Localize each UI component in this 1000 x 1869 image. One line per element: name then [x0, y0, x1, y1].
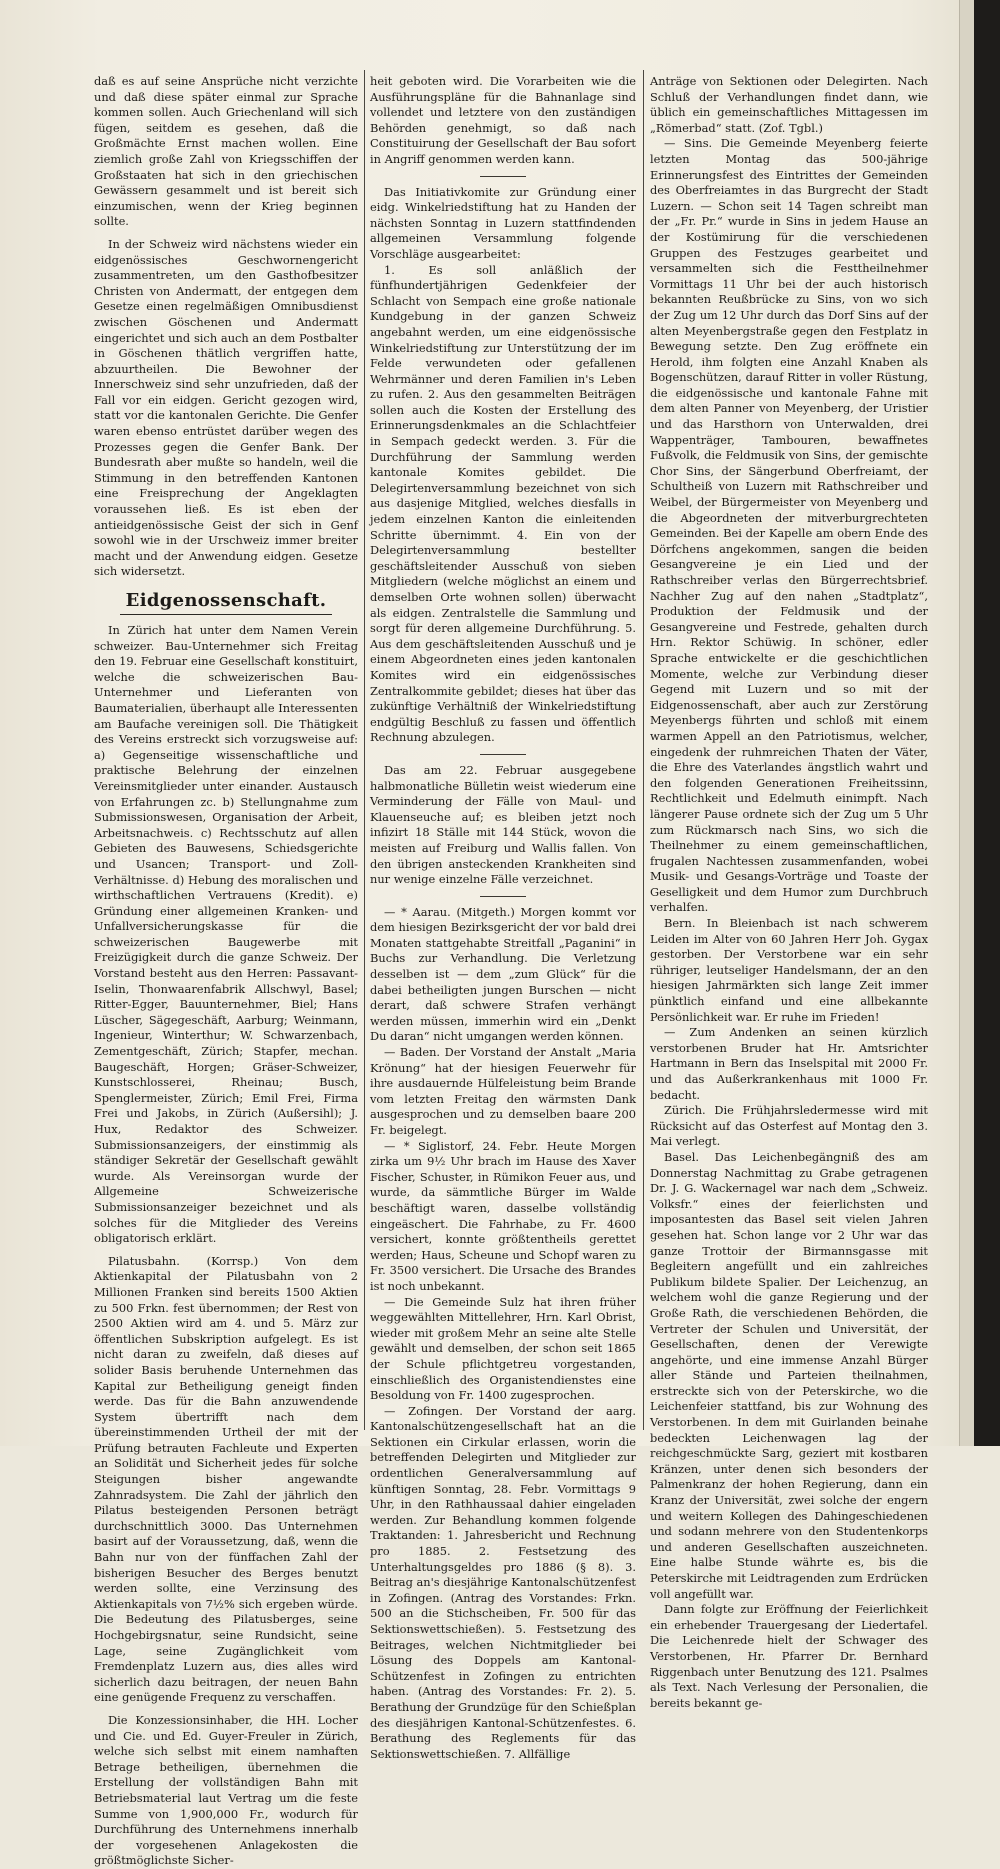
paragraph-basel-ceremony: Dann folgte zur Eröffnung der Feierlichkeit ein erhebender Trauergesang der Liedertafel. Die Leichenrede hielt der Schwager des Verstorbenen, Hr. Pfarrer Dr. Bernhard Riggenbach unter Benutzung des 121. Psalmes als Text. Nach Verlesung der Personalien, die bereits bekannt ge- — [650, 1602, 928, 1710]
paragraph-bern-donation: — Zum Andenken an seinen kürzlich verstorbenen Bruder hat Hr. Amtsrichter Hartmann in Bern das Inselspital mit 2000 Fr. und das Außerkrankenhaus mit 1000 Fr. bedacht. — [650, 1025, 928, 1102]
paragraph-aarau: — * Aarau. (Mitgeth.) Morgen kommt vor dem hiesigen Bezirksgericht der vor bald drei Monaten stattgehabte Streitfall „Paganini“ in Buchs zur Verhandlung. Die Verletzung desselben ist — dem „zum Glück“ für die dabei betheiligten jungen Burschen — nicht derart, daß schwere Strafen verhängt werden müssen, immerhin wird ein „Denkt Du daran“ nicht umgangen werden können. — [370, 904, 636, 1044]
paragraph-winkelried-proposals: 1. Es soll anläßlich der fünfhundertjährigen Gedenkfeier der Schlacht von Sempach eine große nationale Kundgebung in der ganzen Schweiz angebahnt werden, um eine eidgenössische Winkelriedstiftung zur Unterstützung der im Felde verwundeten oder gefallenen Wehrmänner und deren Familien in's Leben zu rufen. 2. Aus den gesammelten Beiträgen sollen auch die Kosten der Erstellung des Erinnerungsdenkmales an die Schlachtfeier in Sempach gedeckt werden. 3. Für die Durchführung der Sammlung werden kantonale Komites gebildet. Die Delegirtenversammlung bezeichnet von sich aus dasjenige Mitglied, welches diesfalls in jedem einzelnen Kanton die einleitenden Schritte übernimmt. 4. Ein von der Delegirtenversammlung bestellter geschäftsleitender Ausschuß von sieben Mitgliedern (welche möglichst an einem und demselben Orte wohnen sollen) überwacht als eidgen. Zentralstelle die Sammlung und sorgt für deren allgemeine Durchführung. 5. Aus dem geschäftsleitenden Ausschuß und je einem Abgeordneten eines jeden kantonalen Komites wird ein eidgenössisches Zentralkommite gebildet; dieses hat über das zukünftige Verhältniß der Winkelriedstiftung endgültig Beschluß zu fassen und öffentlich Rechnung abzulegen. — [370, 262, 636, 745]
column-rule-right — [643, 70, 644, 1430]
paragraph-sins: — Sins. Die Gemeinde Meyenberg feierte letzten Montag das 500-jährige Erinnerungsfest des Eintrittes der Gemeinden des Oberfreiamtes in das Burgrecht der Stadt Luzern. — Schon seit 14 Tagen schreibt man der „Fr. Pr.“ wurde in Sins in jedem Hause an der Kostümirung für die verschiedenen Gruppen des Festzuges gearbeitet und versammelten sich die Festtheilnehmer Vormittags 11 Uhr bei der auch historisch bekannten Reußbrücke zu Sins, von wo sich der Zug um 12 Uhr durch das Dorf Sins auf der alten Meyenbergstraße gegen den Festplatz in Bewegung setzte. Den Zug eröffnete ein Herold, ihm folgten eine Anzahl Knaben als Bogenschützen, darauf Ritter in voller Rüstung, die eidgenössische und kantonale Fahne mit dem alten Panner von Meyenberg, der Uristier und das Harsthorn von Unterwalden, drei Wappenträger, Tambouren, bewaffnetes Fußvolk, die Feldmusik von Sins, der gemischte Chor Sins, der Sängerbund Oberfreiamt, der Schultheiß von Luzern mit Rathschreiber und Weibel, der Bürgermeister von Meyenberg und die Abgeordneten der mitverburgrechteten Gemeinden. Bei der Kapelle am obern Ende des Dörfchens angekommen, sangen die beiden Gesangvereine je ein Lied und der Rathschreiber verlas den Bürgerrechtsbrief. Nachher Zug auf den nahen „Stadtplatz“, Produktion der Feldmusik und der Gesangvereine und Festrede, gehalten durch Hrn. Rektor Schüwig. In schöner, edler Sprache entwickelte er die geschichtlichen Momente, welche zur Verbindung dieser Gegend mit Luzern und so mit der Eidgenossenschaft, aber auch zur Zerstörung Meyenbergs führten und schloß mit einem warmen Appell an den Patriotismus, welcher, eingedenk der ruhmreichen Thaten der Väter, die Ehre des Vaterlandes ängstlich wahrt und den folgenden Generationen Freiheitssinn, Rechtlichkeit und Edelmuth einimpft. Nach längerer Pause ordnete sich der Zug um 5 Uhr zum Rückmarsch nach Sins, wo sich die Theilnehmer zu einem gemeinschaftlichen, frugalen Nachtessen zusammenfanden, wobei Musik- und Gesangs-Vorträge und Toaste der Geselligkeit und dem Humor zum Durchbruch verhalfen. — [650, 136, 928, 915]
paragraph-winkelried-intro: Das Initiativkomite zur Gründung einer eidg. Winkelriedstiftung hat zu Handen der nächsten Sonntag in Luzern stattfindenden allgemeinen Versammlung folgende Vorschläge ausgearbeitet: — [370, 184, 636, 261]
separator-rule — [480, 896, 526, 897]
next-page-edge — [959, 0, 974, 1446]
column-right — [650, 74, 928, 1710]
column-left — [94, 74, 358, 1868]
paragraph-pilatus-railway: Pilatusbahn. (Korrsp.) Von dem Aktienkapital der Pilatusbahn von 2 Millionen Franken sind bereits 1500 Aktien zu 500 Frkn. fest übernommen; der Rest von 2500 Aktien wird am 4. und 5. März zur öffentlichen Subskription aufgelegt. Es ist nicht daran zu zweifeln, daß dieses auf solider Basis beruhende Unternehmen das Kapital zur Betheiligung geneigt finden werde. Das für die Bahn anzuwendende System übertrifft nach dem übereinstimmenden Urtheil der mit der Prüfung betrauten Fachleute und Experten an Solidität und Sicherheit jedes für solche Steigungen bisher angewandte Zahnradsystem. Die Zahl der jährlich den Pilatus besteigenden Personen beträgt durchschnittlich 3000. Das Unternehmen basirt auf der Voraussetzung, daß, wenn die Bahn nur von der fünffachen Zahl der bisherigen Besucher des Berges benutzt werden sollte, eine Verzinsung des Aktienkapitals von 7½% sich ergeben würde. Die Bedeutung des Pilatusberges, seine Hochgebirgsnatur, seine Rundsicht, seine Lage, seine Zugänglichkeit vom Fremdenplatz Luzern aus, dies alles wird sicherlich dazu beitragen, der neuen Bahn eine genügende Frequenz zu verschaffen. — [94, 1253, 358, 1705]
paragraph-jury-court: In der Schweiz wird nächstens wieder ein eidgenössisches Geschwornengericht zusammentreten, um den Gasthofbesitzer Christen von Andermatt, der entgegen dem Gesetze einen regelmäßigen Omnibusdienst zwischen Göschenen und Andermatt eingerichtet und sich auch an dem Postbalter in Göschenen thätlich vergriffen hatte, abzuurtheilen. Die Bewohner der Innerschweiz sind sehr unzufrieden, daß der Fall vor ein eidgen. Gericht gezogen wird, statt vor die kantonalen Gerichte. Die Genfer waren ebenso entrüstet darüber wegen des Prozesses gegen die Genfer Bank. Der Bundesrath aber mußte so handeln, weil die Stimmung in den betreffenden Kantonen eine Freisprechung der Angeklagten voraussehen ließ. Es ist eben der antieidgenössische Geist der sich in Genf sowohl wie in der Urschweiz immer breiter macht und der Anwendung eidgen. Gesetze sich widersetzt. — [94, 236, 358, 579]
paragraph-cattle-disease: Das am 22. Februar ausgegebene halbmonatliche Bülletin weist wiederum eine Verminderung der Fälle von Maul- und Klauenseuche auf; es bleiben jetzt noch infizirt 18 Ställe mit 144 Stück, wovon die meisten auf Freiburg und Wallis fallen. Von den übrigen ansteckenden Krankheiten sind nur wenige einzelne Fälle verzeichnet. — [370, 762, 636, 887]
paragraph-baden: — Baden. Der Vorstand der Anstalt „Maria Krönung“ hat der hiesigen Feuerwehr für ihre ausdauernde Hülfeleistung beim Brande vom letzten Freitag den wärmsten Dank ausgesprochen und zu demselben baare 200 Fr. beigelegt. — [370, 1045, 636, 1137]
separator-rule — [480, 754, 526, 755]
paragraph-zofingen-continued: Anträge von Sektionen oder Delegirten. Nach Schluß der Verhandlungen findet dann, wie üblich ein gemeinschaftliches Mittagessen im „Römerbad“ statt. (Zof. Tgbl.) — [650, 74, 928, 135]
paragraph-builders-association: In Zürich hat unter dem Namen Verein schweizer. Bau-Unternehmer sich Freitag den 19. Februar eine Gesellschaft konstituirt, welche die schweizerischen Bau-Unternehmer und Lieferanten von Baumaterialien, überhaupt alle Interessenten am Baufache vereinigen soll. Die Thätigkeit des Vereins erstreckt sich vorzugsweise auf: a) Gegenseitige wissenschaftliche und praktische Belehrung der einzelnen Vereinsmitglieder unter einander. Austausch von Erfahrungen zc. b) Stellungnahme zum Submissionswesen, Organisation der Arbeit, Arbeitsnachweis. c) Rechtsschutz auf allen Gebieten des Bauwesens, Schiedsgerichte und Usancen; Transport- und Zoll-Verhältnisse. d) Hebung des moralischen und wirthschaftlichen Vertrauens (Kredit). e) Gründung einer allgemeinen Kranken- und Unfallversicherungskasse für die schweizerischen Baugewerbe mit Freizügigkeit durch die ganze Schweiz. Der Vorstand besteht aus den Herren: Passavant-Iselin, Thonwaarenfabrik Allschwyl, Basel; Ritter-Egger, Bauunternehmer, Biel; Hans Lüscher, Sägegeschäft, Aarburg; Weinmann, Ingenieur, Winterthur; W. Schwarzenbach, Zementgeschäft, Zürich; Stapfer, mechan. Baugeschäft, Horgen; Gräser-Schweizer, Kunstschlosserei, Rheinau; Busch, Spenglermeister, Zürich; Emil Frei, Firma Frei und Jakobs, in Zürich (Außersihl); J. Hux, Redaktor des Schweizer. Submissionsanzeigers, der einstimmig als ständiger Sekretär der Gesellschaft gewählt wurde. Als Vereinsorgan wurde der Allgemeine Schweizerische Submissionsanzeiger bezeichnet und als solches für die Mitglieder des Vereins obligatorisch erklärt. — [94, 623, 358, 1246]
paragraph-zurich-fair: Zürich. Die Frühjahrsledermesse wird mit Rücksicht auf das Osterfest auf Montag den 3. Mai verlegt. — [650, 1103, 928, 1149]
paragraph-pilatus-continued: heit geboten wird. Die Vorarbeiten wie die Ausführungspläne für die Bahnanlage sind vollendet und letztere von den zuständigen Behörden genehmigt, so daß nach Constituirung der Gesellschaft der Bau sofort in Angriff genommen werden kann. — [370, 74, 636, 166]
separator-rule — [480, 176, 526, 177]
column-middle — [370, 74, 636, 1761]
paragraph-siglistorf: — * Siglistorf, 24. Febr. Heute Morgen zirka um 9½ Uhr brach im Hause des Xaver Fischer, Schuster, in Rümikon Feuer aus, und wurde, da sämmtliche Bürger im Walde beschäftigt waren, dasselbe vollständig eingeäschert. Die Fahrhabe, zu Fr. 4600 versichert, konnte größtentheils gerettet werden; Haus, Scheune und Schopf waren zu Fr. 3500 versichert. Die Ursache des Brandes ist noch unbekannt. — [370, 1138, 636, 1293]
paragraph-greece: daß es auf seine Ansprüche nicht verzichte und daß diese später einmal zur Sprache kommen sollen. Auch Griechenland will sich fügen, seitdem es gesehen, daß die Großmächte Ernst machen wollen. Eine ziemlich große Zahl von Kriegsschiffen der Großstaaten hat sich in den griechischen Gewässern gesammelt und ist bereit sich einzumischen, wenn der Krieg beginnen sollte. — [94, 74, 358, 229]
paragraph-concession-holders: Die Konzessionsinhaber, die HH. Locher und Cie. und Ed. Guyer-Freuler in Zürich, welche sich selbst mit einem namhaften Betrage betheiligen, übernehmen die Erstellung der vollständigen Bahn mit Betriebsmaterial laut Vertrag um die feste Summe von 1,900,000 Fr., wodurch für Durchführung des Unternehmens innerhalb der vorgesehenen Anlagekosten die größtmöglichste Sicher- — [94, 1712, 358, 1868]
paragraph-basel-funeral: Basel. Das Leichenbegängniß des am Donnerstag Nachmittag zu Grabe getragenen Dr. J. G. Wackernagel war nach dem „Schweiz. Volksfr.“ eines der feierlichsten und imposantesten das Basel seit vielen Jahren gesehen hat. Schon lange vor 2 Uhr war das ganze Trottoir der Birmannsgasse mit Begleitern angefüllt und ein zahlreiches Publikum bildete Spalier. Der Leichenzug, an welchem wohl die ganze Regierung und der Große Rath, die verschiedenen Behörden, die Vertreter der Schulen und Universität, der Gesellschaften, denen der Verewigte angehörte, und eine immense Anzahl Bürger aller Stände und Parteien theilnahmen, erstreckte sich von der Peterskirche, wo die Leichenfeier stattfand, bis zur Wohnung des Verstorbenen. In dem mit Guirlanden beinahe bedeckten Leichenwagen lag der reichgeschmückte Sarg, geziert mit kostbaren Kränzen, unter denen sich besonders der Palmenkranz der hohen Regierung, dann ein Kranz der Universität, zwei solche der engern und weitern Kollegen des Dahingeschiedenen und sodann mehrere von den Studentenkorps und anderen Gesellschaften auszeichneten. Eine halbe Stunde währte es, bis die Peterskirche mit Leidtragenden zum Erdrücken voll angefüllt war. — [650, 1149, 928, 1601]
column-rule-left — [364, 70, 365, 1430]
paragraph-zofingen: — Zofingen. Der Vorstand der aarg. Kantonalschützengesellschaft hat an die Sektionen ein Cirkular erlassen, worin die betreffenden Delegirten und Mitglieder zur ordentlichen Generalversammlung auf künftigen Sonntag, 28. Febr. Vormittags 9 Uhr, in den Rathhaussaal dahier eingeladen werden. Zur Behandlung kommen folgende Traktanden: 1. Jahresbericht und Rechnung pro 1885. 2. Festsetzung des Unterhaltungsgeldes pro 1886 (§ 8). 3. Beitrag an's diesjährige Kantonalschützenfest in Zofingen. (Antrag des Vorstandes: Frkn. 500 an die Stichscheiben, Fr. 500 für das Sektionswettschießen). 5. Festsetzung des Beitrages, welchen Nichtmitglieder bei Lösung des Doppels am Kantonal-Schützenfest in Zofingen zu entrichten haben. (Antrag des Vorstandes: Fr. 2). 5. Berathung der Grundzüge für den Schießplan des diesjährigen Kantonal-Schützenfestes. 6. Berathung des Reglements für das Sektionswettschießen. 7. Allfällige — [370, 1403, 636, 1761]
paragraph-sulz: — Die Gemeinde Sulz hat ihren früher weggewählten Mittellehrer, Hrn. Karl Obrist, wieder mit großem Mehr an seine alte Stelle gewählt und demselben, der schon seit 1865 der Schule pflichtgetreu vorgestanden, einschließlich des Organistendienstes eine Besoldung von Fr. 1400 zugesprochen. — [370, 1294, 636, 1403]
section-heading: Eidgenossenschaft. — [120, 590, 333, 615]
paragraph-bern: Bern. In Bleienbach ist nach schwerem Leiden im Alter von 60 Jahren Herr Joh. Gygax gestorben. Der Verstorbene war ein sehr rühriger, leutseliger Handelsmann, der an den hiesigen Jahrmärkten sich lange Zeit immer pünktlich einfand und eine allbekannte Persönlichkeit war. Er ruhe im Frieden! — [650, 916, 928, 1024]
scan-border — [974, 0, 1000, 1446]
